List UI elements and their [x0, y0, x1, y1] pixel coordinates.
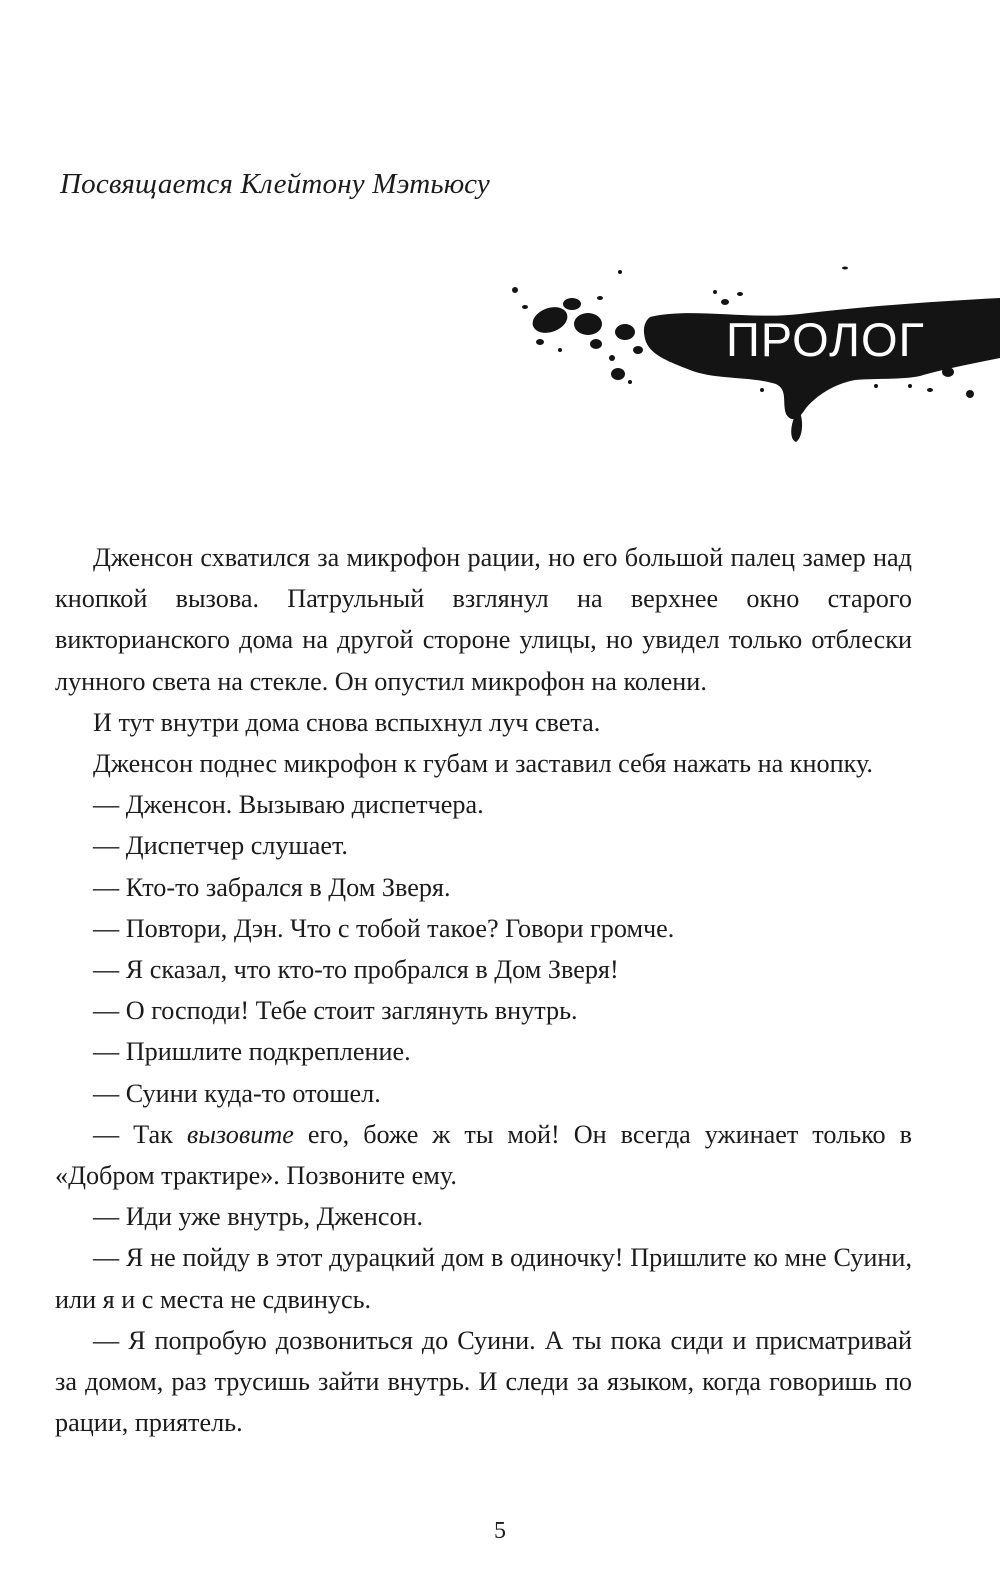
paragraph: — Суини куда-то отошел. — [93, 1078, 381, 1108]
paragraph: — Я не пойду в этот дурацкий дом в одиночку! Пришлите ко мне Суини, или я и с места не сдвинусь. — [55, 1243, 912, 1314]
paragraph: — Диспетчер слушает. — [93, 831, 348, 861]
paragraph: И тут внутри дома снова вспыхнул луч света. — [93, 707, 601, 737]
emphasis: вызовите — [186, 1119, 294, 1149]
dedication: Посвящается Клейтону Мэтьюсу — [60, 168, 491, 200]
paragraph: — Я попробую дозвониться до Суини. А ты пока сиди и присматривай за домом, раз трусишь зайти внутрь. И следи за языком, когда говоришь по рации, приятель. — [55, 1325, 912, 1438]
page-number: 5 — [494, 1518, 506, 1544]
paragraph: — Иди уже внутрь, Дженсон. — [93, 1202, 424, 1232]
paragraph: Дженсон схватился за микрофон рации, но его большой палец замер над кнопкой вызова. Патрульный взглянул на верхнее окно старого викторианского дома на другой стороне улицы, но увидел только отблески лунного света на стекле. Он опустил микрофон на колени. — [55, 543, 912, 696]
paragraph: Дженсон поднес микрофон к губам и заставил себя нажать на кнопку. — [93, 749, 873, 779]
paragraph: — Пришлите подкрепление. — [93, 1037, 411, 1067]
paragraph: — О господи! Тебе стоит заглянуть внутрь. — [93, 996, 578, 1026]
chapter-title: ПРОЛОГ — [726, 313, 925, 366]
body-text — [55, 537, 912, 1443]
paragraph: — Кто-то забрался в Дом Зверя. — [93, 872, 451, 902]
paragraph: — Так вызовите его, боже ж ты мой! Он всегда ужинает только в «Добром трактире». Позвоните ему. — [55, 1119, 912, 1191]
paragraph: — Дженсон. Вызываю диспетчера. — [93, 790, 484, 820]
paragraph: — Повтори, Дэн. Что с тобой такое? Говори громче. — [93, 913, 675, 943]
paragraph: — Я сказал, что кто-то пробрался в Дом Зверя! — [93, 955, 619, 985]
